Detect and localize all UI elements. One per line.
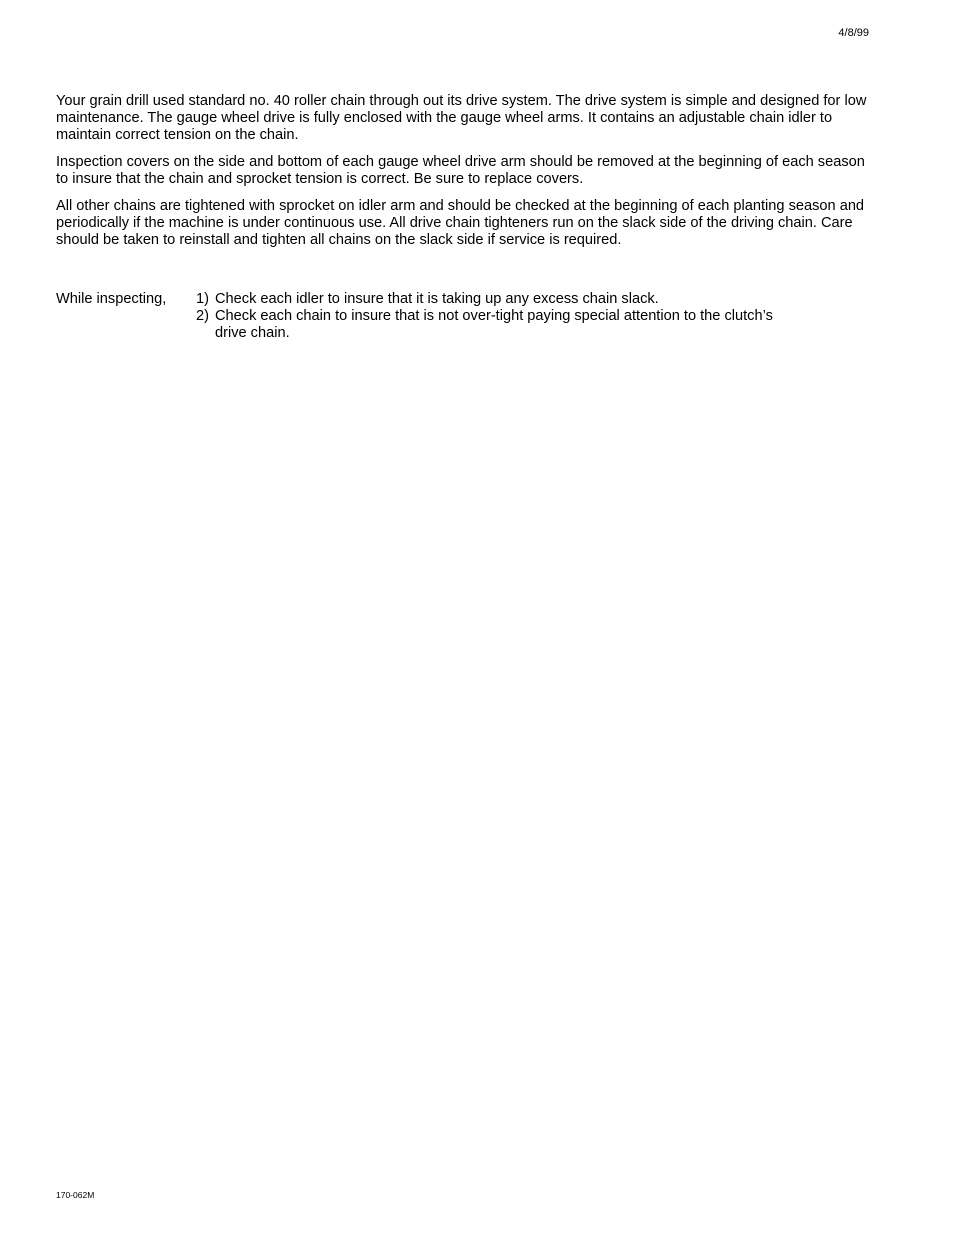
document-date: 4/8/99 bbox=[838, 27, 869, 39]
body-text bbox=[56, 93, 876, 259]
list-item bbox=[196, 308, 796, 342]
inspection-lead: While inspecting, bbox=[56, 291, 167, 307]
inspection-list bbox=[196, 291, 796, 342]
paragraph-inspection-covers: Inspection covers on the side and bottom of each gauge wheel drive arm should be removed at the beginning of each season to insure that the chain and sprocket tension is correct. Be sure to replace covers. bbox=[56, 154, 865, 187]
list-item-text: Check each idler to insure that it is taking up any excess chain slack. bbox=[215, 291, 659, 307]
list-item-text: Check each chain to insure that is not over-tight paying special attention to the clutch’s drive chain. bbox=[215, 308, 773, 341]
list-item-number: 1) bbox=[196, 291, 209, 307]
document-code: 170-062M bbox=[56, 1190, 95, 1200]
paragraph-other-chains: All other chains are tightened with sprocket on idler arm and should be checked at the beginning of each planting season and periodically if the machine is under continuous use. All drive chain tighteners run on the slack side of the driving chain. Care should be taken to reinstall and tighten all chains on the slack side if service is required. bbox=[56, 198, 865, 248]
list-item-number: 2) bbox=[196, 308, 209, 324]
list-item bbox=[196, 291, 796, 308]
paragraph-drive-system: Your grain drill used standard no. 40 roller chain through out its drive system. The drive system is simple and designed for low maintenance. The gauge wheel drive is fully enclosed with the gauge wheel arms. It contains an adjustable chain idler to maintain correct tension on the chain. bbox=[56, 93, 867, 143]
